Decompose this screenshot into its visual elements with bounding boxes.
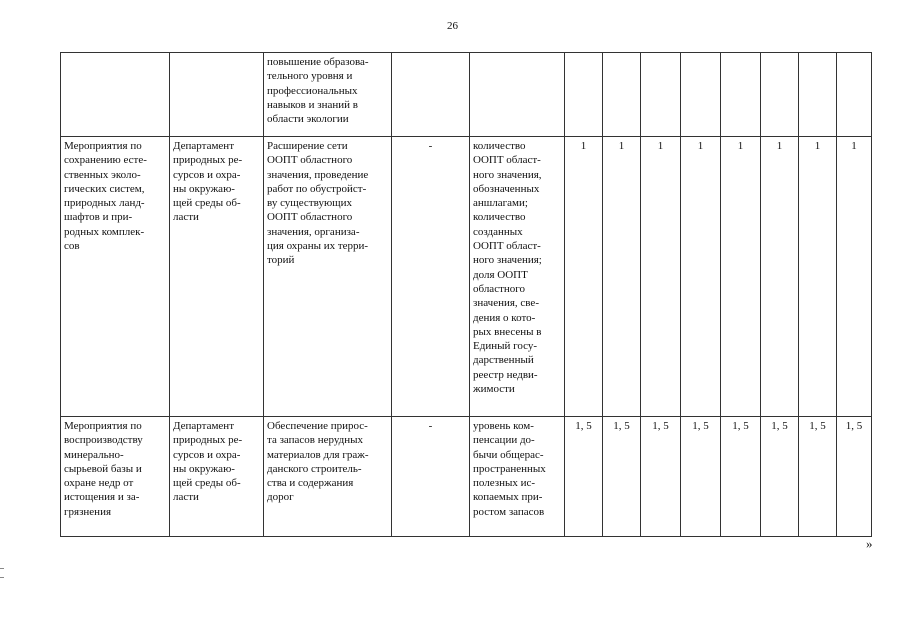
margin-mark <box>0 568 4 569</box>
indicator-cell: уровень ком- пенсации до- бычи общерас- пространенных полезных ис- копаемых при- ростом запасов <box>470 417 565 537</box>
value-cell: 1 <box>603 137 641 417</box>
value-cell <box>837 53 872 137</box>
value-cell: 1, 5 <box>641 417 681 537</box>
executor-cell: Департамент природных ре- сурсов и охра- ны окружаю- щей среды об- ласти <box>170 137 264 417</box>
executor-cell <box>170 53 264 137</box>
table-row <box>61 137 872 417</box>
content-cell: Обеспечение прирос- та запасов нерудных материалов для граж- данского строитель- ства и содержания дорог <box>264 417 392 537</box>
value-cell <box>721 53 761 137</box>
value-cell: 1 <box>721 137 761 417</box>
value-cell <box>799 53 837 137</box>
measure-cell: Мероприятия по воспроизводству минерально- сырьевой базы и охране недр от истощения и за- грязнения <box>61 417 170 537</box>
value-cell <box>565 53 603 137</box>
margin-mark <box>0 577 4 578</box>
value-cell: 1 <box>681 137 721 417</box>
value-cell: 1, 5 <box>799 417 837 537</box>
measure-cell: Мероприятия по сохранению есте- ственных эколо- гических систем, природных ланд- шафтов и при- родных комплек- сов <box>61 137 170 417</box>
value-cell: 1 <box>837 137 872 417</box>
value-cell <box>681 53 721 137</box>
value-cell: 1, 5 <box>681 417 721 537</box>
table-row <box>61 53 872 137</box>
content-cell: повышение образова- тельного уровня и профессиональных навыков и знаний в области экологии <box>264 53 392 137</box>
value-cell <box>641 53 681 137</box>
page-number: 26 <box>447 20 458 32</box>
value-cell: 1 <box>761 137 799 417</box>
program-table <box>60 52 872 537</box>
value-cell <box>761 53 799 137</box>
value-cell: 1, 5 <box>565 417 603 537</box>
executor-cell: Департамент природных ре- сурсов и охра- ны окружаю- щей среды об- ласти <box>170 417 264 537</box>
dash-cell <box>392 53 470 137</box>
value-cell <box>603 53 641 137</box>
indicator-cell <box>470 53 565 137</box>
value-cell: 1 <box>641 137 681 417</box>
value-cell: 1, 5 <box>761 417 799 537</box>
closing-quote: » <box>866 536 873 551</box>
content-cell: Расширение сети ООПТ областного значения, проведение работ по обустройст- ву существующих ООПТ областного значения, организа- ция охраны их терри- торий <box>264 137 392 417</box>
value-cell: 1 <box>799 137 837 417</box>
measure-cell <box>61 53 170 137</box>
indicator-cell: количество ООПТ област- ного значения, обозначенных аншлагами; количество созданных ООПТ област- ного значения; доля ООПТ областного значения, све- дения о кото- рых внесены в Единый госу- дарственный реестр недви- жимости <box>470 137 565 417</box>
dash-cell: - <box>392 417 470 537</box>
value-cell: 1, 5 <box>603 417 641 537</box>
table-row <box>61 417 872 537</box>
value-cell: 1, 5 <box>837 417 872 537</box>
value-cell: 1 <box>565 137 603 417</box>
value-cell: 1, 5 <box>721 417 761 537</box>
dash-cell: - <box>392 137 470 417</box>
